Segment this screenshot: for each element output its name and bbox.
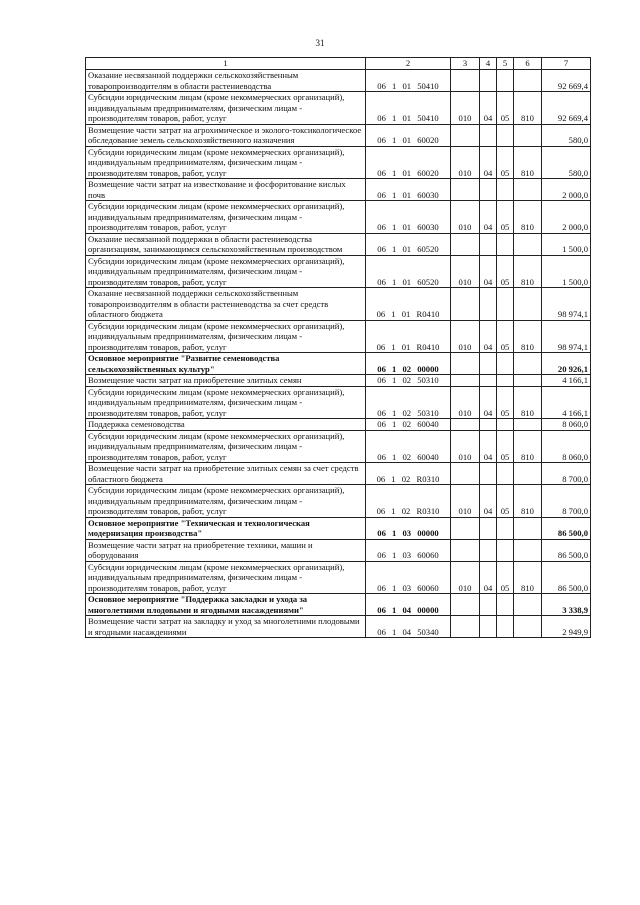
row-amount-cell: 86 500,0 xyxy=(542,539,591,561)
table-row xyxy=(86,124,591,146)
table-row xyxy=(86,419,591,431)
row-amount-cell: 1 500,0 xyxy=(542,255,591,288)
row-amount-cell: 2 000,0 xyxy=(542,201,591,234)
row-col6-cell xyxy=(514,616,542,638)
row-name-cell: Возмещение части затрат на закладку и уход за многолетними плодовыми и ягодными насаждениями xyxy=(86,616,366,638)
row-name-cell: Возмещение части затрат на приобретение элитных семян за счет средств областного бюджета xyxy=(86,463,366,485)
row-col4-cell xyxy=(480,179,497,201)
table-row xyxy=(86,594,591,616)
row-name-cell: Субсидии юридическим лицам (кроме некоммерческих организаций), индивидуальным предпринимателям, физическим лицам - производителям товаров, работ, услуг xyxy=(86,92,366,125)
row-code-cell: 06 1 01 50410 xyxy=(366,92,451,125)
row-col4-cell xyxy=(480,539,497,561)
row-col3-cell xyxy=(451,594,480,616)
table-row xyxy=(86,146,591,179)
row-col3-cell: 010 xyxy=(451,430,480,463)
column-header: 4 xyxy=(480,58,497,70)
row-name-cell: Субсидии юридическим лицам (кроме некоммерческих организаций), индивидуальным предпринимателям, физическим лицам - производителям товаров, работ, услуг xyxy=(86,386,366,419)
row-col6-cell xyxy=(514,594,542,616)
row-code-cell: 06 1 02 60040 xyxy=(366,430,451,463)
row-col5-cell: 05 xyxy=(497,92,514,125)
table-row xyxy=(86,485,591,518)
table-row xyxy=(86,375,591,387)
row-code-cell: 06 1 01 60030 xyxy=(366,201,451,234)
header-row xyxy=(86,58,591,70)
row-col3-cell xyxy=(451,179,480,201)
table-row xyxy=(86,320,591,353)
row-amount-cell: 86 500,0 xyxy=(542,561,591,594)
row-col6-cell: 810 xyxy=(514,485,542,518)
row-amount-cell: 1 500,0 xyxy=(542,233,591,255)
row-col6-cell xyxy=(514,375,542,387)
row-amount-cell: 4 166,1 xyxy=(542,375,591,387)
row-col5-cell xyxy=(497,353,514,375)
row-amount-cell: 98 974,1 xyxy=(542,288,591,321)
row-col5-cell: 05 xyxy=(497,485,514,518)
row-code-cell: 06 1 01 60030 xyxy=(366,179,451,201)
row-amount-cell: 580,0 xyxy=(542,124,591,146)
row-col4-cell xyxy=(480,616,497,638)
row-code-cell: 06 1 03 60060 xyxy=(366,561,451,594)
row-col6-cell: 810 xyxy=(514,255,542,288)
column-header: 3 xyxy=(451,58,480,70)
row-col4-cell xyxy=(480,517,497,539)
row-name-cell: Основное мероприятие "Техническая и технологическая модернизация производства" xyxy=(86,517,366,539)
table-row xyxy=(86,616,591,638)
row-col5-cell xyxy=(497,233,514,255)
row-code-cell: 06 1 01 50410 xyxy=(366,70,451,92)
row-col4-cell xyxy=(480,594,497,616)
row-name-cell: Субсидии юридическим лицам (кроме некоммерческих организаций), индивидуальным предпринимателям, физическим лицам - производителям товаров, работ, услуг xyxy=(86,320,366,353)
row-name-cell: Субсидии юридическим лицам (кроме некоммерческих организаций), индивидуальным предпринимателям, физическим лицам - производителям товаров, работ, услуг xyxy=(86,561,366,594)
row-col5-cell: 05 xyxy=(497,430,514,463)
row-col5-cell xyxy=(497,179,514,201)
row-code-cell: 06 1 04 50340 xyxy=(366,616,451,638)
row-col5-cell xyxy=(497,419,514,431)
row-col3-cell xyxy=(451,375,480,387)
row-col6-cell xyxy=(514,517,542,539)
row-col4-cell: 04 xyxy=(480,92,497,125)
row-col5-cell: 05 xyxy=(497,561,514,594)
row-amount-cell: 20 926,1 xyxy=(542,353,591,375)
row-amount-cell: 8 060,0 xyxy=(542,419,591,431)
row-col6-cell xyxy=(514,353,542,375)
table-row xyxy=(86,255,591,288)
row-col4-cell: 04 xyxy=(480,201,497,234)
row-amount-cell: 8 700,0 xyxy=(542,485,591,518)
table-row xyxy=(86,179,591,201)
row-amount-cell: 86 500,0 xyxy=(542,517,591,539)
row-code-cell: 06 1 01 60520 xyxy=(366,233,451,255)
row-col3-cell xyxy=(451,124,480,146)
row-code-cell: 06 1 02 60040 xyxy=(366,419,451,431)
row-col4-cell: 04 xyxy=(480,430,497,463)
row-col6-cell xyxy=(514,539,542,561)
row-col4-cell: 04 xyxy=(480,485,497,518)
row-col6-cell xyxy=(514,70,542,92)
row-col5-cell: 05 xyxy=(497,146,514,179)
row-name-cell: Субсидии юридическим лицам (кроме некоммерческих организаций), индивидуальным предпринимателям, физическим лицам - производителям товаров, работ, услуг xyxy=(86,146,366,179)
row-amount-cell: 3 338,9 xyxy=(542,594,591,616)
row-col6-cell: 810 xyxy=(514,92,542,125)
row-col3-cell: 010 xyxy=(451,485,480,518)
row-col3-cell: 010 xyxy=(451,561,480,594)
row-col5-cell xyxy=(497,288,514,321)
row-col4-cell: 04 xyxy=(480,255,497,288)
row-col3-cell: 010 xyxy=(451,255,480,288)
column-header: 5 xyxy=(497,58,514,70)
row-name-cell: Основное мероприятие "Развитие семеноводства сельскохозяйственных культур" xyxy=(86,353,366,375)
row-col5-cell xyxy=(497,375,514,387)
row-amount-cell: 4 166,1 xyxy=(542,386,591,419)
row-col6-cell xyxy=(514,288,542,321)
table-body xyxy=(86,70,591,638)
budget-table xyxy=(85,57,591,638)
row-col5-cell xyxy=(497,616,514,638)
row-col4-cell xyxy=(480,288,497,321)
row-code-cell: 06 1 01 R0410 xyxy=(366,320,451,353)
row-col5-cell xyxy=(497,70,514,92)
table-row xyxy=(86,539,591,561)
table-row xyxy=(86,288,591,321)
row-col6-cell: 810 xyxy=(514,386,542,419)
row-col6-cell: 810 xyxy=(514,561,542,594)
row-col3-cell xyxy=(451,517,480,539)
table-row xyxy=(86,353,591,375)
row-col6-cell xyxy=(514,419,542,431)
row-amount-cell: 92 669,4 xyxy=(542,70,591,92)
row-code-cell: 06 1 01 60020 xyxy=(366,146,451,179)
row-col3-cell xyxy=(451,419,480,431)
row-col4-cell xyxy=(480,375,497,387)
row-col5-cell xyxy=(497,517,514,539)
row-amount-cell: 2 949,9 xyxy=(542,616,591,638)
row-col3-cell xyxy=(451,616,480,638)
row-col5-cell: 05 xyxy=(497,320,514,353)
row-col3-cell xyxy=(451,463,480,485)
row-col5-cell: 05 xyxy=(497,255,514,288)
row-col5-cell xyxy=(497,124,514,146)
row-col4-cell xyxy=(480,233,497,255)
row-code-cell: 06 1 02 50310 xyxy=(366,386,451,419)
row-col4-cell xyxy=(480,70,497,92)
page-number: 31 xyxy=(315,38,325,48)
row-col5-cell xyxy=(497,463,514,485)
row-amount-cell: 8 060,0 xyxy=(542,430,591,463)
row-col6-cell: 810 xyxy=(514,201,542,234)
row-col4-cell: 04 xyxy=(480,386,497,419)
table-row xyxy=(86,233,591,255)
column-header: 1 xyxy=(86,58,366,70)
row-col4-cell xyxy=(480,124,497,146)
row-col3-cell xyxy=(451,233,480,255)
row-code-cell: 06 1 02 50310 xyxy=(366,375,451,387)
row-col3-cell xyxy=(451,70,480,92)
table-row xyxy=(86,463,591,485)
row-code-cell: 06 1 02 R0310 xyxy=(366,463,451,485)
table-row xyxy=(86,430,591,463)
row-col3-cell xyxy=(451,353,480,375)
row-col5-cell: 05 xyxy=(497,386,514,419)
row-name-cell: Возмещение части затрат на приобретение техники, машин и оборудования xyxy=(86,539,366,561)
column-header: 6 xyxy=(514,58,542,70)
row-code-cell: 06 1 01 60520 xyxy=(366,255,451,288)
row-name-cell: Субсидии юридическим лицам (кроме некоммерческих организаций), индивидуальным предпринимателям, физическим лицам - производителям товаров, работ, услуг xyxy=(86,201,366,234)
row-col6-cell: 810 xyxy=(514,146,542,179)
row-code-cell: 06 1 03 60060 xyxy=(366,539,451,561)
row-col5-cell xyxy=(497,594,514,616)
row-col4-cell xyxy=(480,463,497,485)
row-col5-cell xyxy=(497,539,514,561)
row-col6-cell xyxy=(514,463,542,485)
row-col3-cell xyxy=(451,539,480,561)
row-col4-cell: 04 xyxy=(480,561,497,594)
row-name-cell: Оказание несвязанной поддержки сельскохозяйственным товаропроизводителям в области растениеводства xyxy=(86,70,366,92)
row-col5-cell: 05 xyxy=(497,201,514,234)
row-code-cell: 06 1 02 R0310 xyxy=(366,485,451,518)
row-name-cell: Субсидии юридическим лицам (кроме некоммерческих организаций), индивидуальным предпринимателям, физическим лицам - производителям товаров, работ, услуг xyxy=(86,255,366,288)
row-col6-cell xyxy=(514,124,542,146)
row-name-cell: Субсидии юридическим лицам (кроме некоммерческих организаций), индивидуальным предпринимателям, физическим лицам - производителям товаров, работ, услуг xyxy=(86,430,366,463)
table-row xyxy=(86,386,591,419)
row-col6-cell xyxy=(514,179,542,201)
row-code-cell: 06 1 01 60020 xyxy=(366,124,451,146)
row-amount-cell: 2 000,0 xyxy=(542,179,591,201)
row-amount-cell: 580,0 xyxy=(542,146,591,179)
row-amount-cell: 92 669,4 xyxy=(542,92,591,125)
row-col4-cell: 04 xyxy=(480,320,497,353)
row-name-cell: Субсидии юридическим лицам (кроме некоммерческих организаций), индивидуальным предпринимателям, физическим лицам - производителям товаров, работ, услуг xyxy=(86,485,366,518)
row-name-cell: Возмещение части затрат на известкование и фосфоритование кислых почв xyxy=(86,179,366,201)
row-col3-cell xyxy=(451,288,480,321)
row-amount-cell: 98 974,1 xyxy=(542,320,591,353)
row-name-cell: Возмещение части затрат на агрохимическое и эколого-токсикологическое обследование земель сельскохозяйственного назначения xyxy=(86,124,366,146)
row-col4-cell xyxy=(480,419,497,431)
row-col6-cell: 810 xyxy=(514,430,542,463)
table-row xyxy=(86,92,591,125)
row-code-cell: 06 1 03 00000 xyxy=(366,517,451,539)
row-code-cell: 06 1 02 00000 xyxy=(366,353,451,375)
column-header: 2 xyxy=(366,58,451,70)
row-amount-cell: 8 700,0 xyxy=(542,463,591,485)
row-col3-cell: 010 xyxy=(451,386,480,419)
column-header: 7 xyxy=(542,58,591,70)
row-col3-cell: 010 xyxy=(451,92,480,125)
row-col4-cell xyxy=(480,353,497,375)
row-name-cell: Возмещение части затрат на приобретение элитных семян xyxy=(86,375,366,387)
row-code-cell: 06 1 01 R0410 xyxy=(366,288,451,321)
row-name-cell: Основное мероприятие "Поддержка закладки и ухода за многолетними плодовыми и ягодными насаждениями" xyxy=(86,594,366,616)
row-col3-cell: 010 xyxy=(451,146,480,179)
row-col6-cell: 810 xyxy=(514,320,542,353)
table-row xyxy=(86,517,591,539)
row-code-cell: 06 1 04 00000 xyxy=(366,594,451,616)
table-row xyxy=(86,70,591,92)
row-col3-cell: 010 xyxy=(451,201,480,234)
table-row xyxy=(86,201,591,234)
row-name-cell: Поддержка семеноводства xyxy=(86,419,366,431)
row-col6-cell xyxy=(514,233,542,255)
table-row xyxy=(86,561,591,594)
row-col4-cell: 04 xyxy=(480,146,497,179)
row-name-cell: Оказание несвязанной поддержки в области растениеводства организациям, занимающимся сельскохозяйственным производством xyxy=(86,233,366,255)
row-name-cell: Оказание несвязанной поддержки сельскохозяйственным товаропроизводителям в области растениеводства за счет средств областного бюджета xyxy=(86,288,366,321)
row-col3-cell: 010 xyxy=(451,320,480,353)
